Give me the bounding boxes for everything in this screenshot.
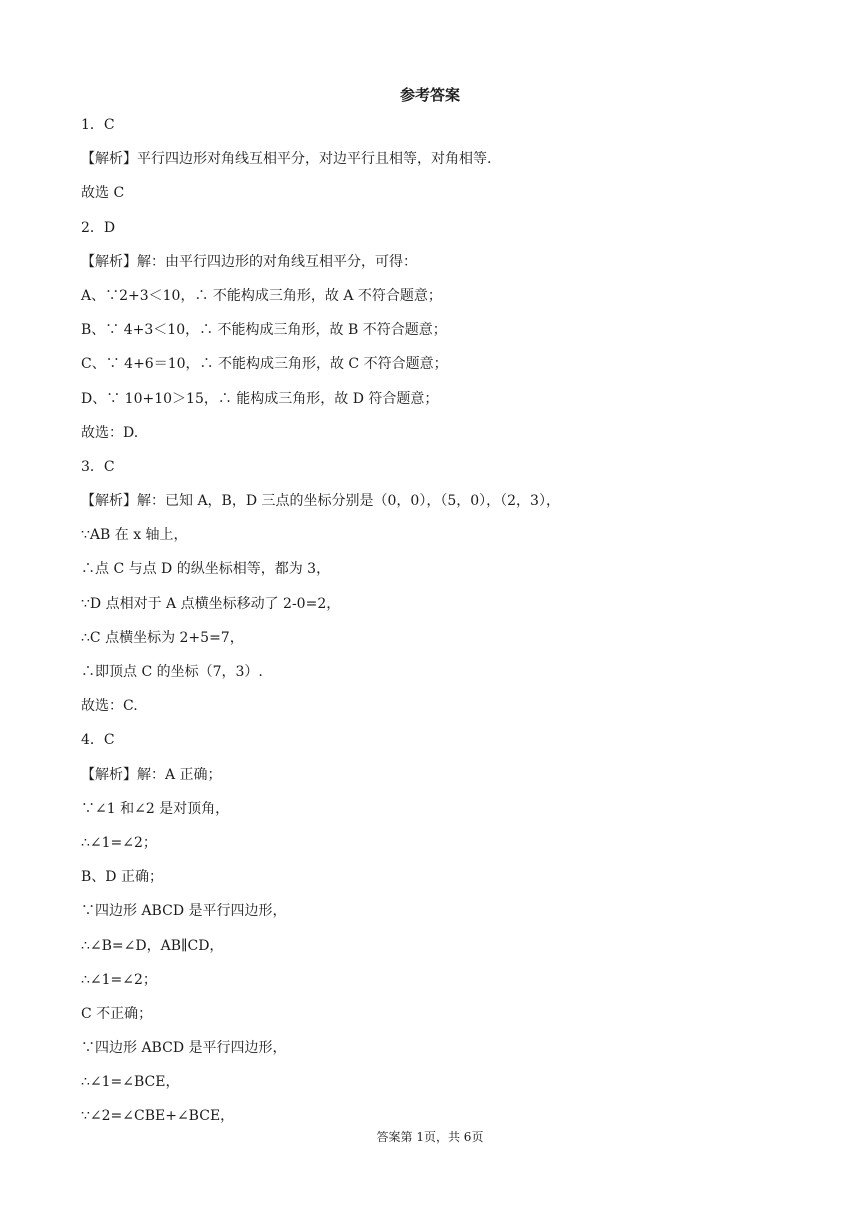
text-line: ∴C 点横坐标为 2+5=7， bbox=[81, 629, 244, 646]
answer-body bbox=[81, 108, 781, 1134]
text-line: 3．C bbox=[81, 458, 115, 475]
text-line: B、D 正确； bbox=[81, 869, 163, 886]
text-line: C、∵ 4+6＝10，∴ 不能构成三角形，故 C 不符合题意； bbox=[81, 356, 448, 373]
text-line: 【解析】解：已知 A，B，D 三点的坐标分别是（0，0），（5，0），（2，3）， bbox=[81, 493, 560, 510]
text-line: 【解析】平行四边形对角线互相平分，对边平行且相等，对角相等. bbox=[81, 151, 492, 168]
page-title: 参考答案 bbox=[399, 86, 460, 104]
text-line: 【解析】解：A 正确； bbox=[81, 766, 222, 783]
text-line: ∵四边形 ABCD 是平行四边形， bbox=[81, 1040, 287, 1057]
text-line: ∴∠B=∠D，AB∥CD， bbox=[81, 937, 224, 954]
text-line: ∵四边形 ABCD 是平行四边形， bbox=[81, 903, 287, 920]
text-line: ∴∠1=∠BCE， bbox=[81, 1074, 180, 1091]
text-line: ∵∠2=∠CBE+∠BCE， bbox=[81, 1108, 235, 1125]
text-line: C 不正确； bbox=[81, 1005, 153, 1022]
text-line: ∵AB 在 x 轴上， bbox=[81, 527, 188, 544]
text-line: ∴∠1=∠2； bbox=[81, 971, 157, 988]
page-footer: 答案第 1页，共 6页 bbox=[376, 1130, 484, 1144]
text-line: D、∵ 10+10＞15，∴ 能构成三角形，故 D 符合题意； bbox=[81, 390, 439, 407]
text-line: ∴即顶点 C 的坐标（7，3）. bbox=[81, 664, 263, 680]
text-line: ∴∠1=∠2； bbox=[81, 834, 157, 851]
text-line: 2．D bbox=[81, 219, 116, 236]
text-line: 【解析】解：由平行四边形的对角线互相平分，可得： bbox=[81, 253, 417, 270]
text-line: 1．C bbox=[81, 117, 115, 133]
text-line: 故选：D. bbox=[81, 424, 139, 441]
text-line: B、∵ 4+3＜10，∴ 不能构成三角形，故 B 不符合题意； bbox=[81, 322, 447, 339]
text-line: ∵∠1 和∠2 是对顶角， bbox=[81, 800, 230, 817]
text-line: 故选：C. bbox=[81, 698, 138, 715]
text-line: 4．C bbox=[81, 732, 115, 749]
text-line: 故选 C bbox=[81, 185, 125, 202]
text-line: ∴点 C 与点 D 的纵坐标相等，都为 3， bbox=[81, 561, 331, 578]
text-line: A、∵2+3＜10，∴ 不能构成三角形，故 A 不符合题意； bbox=[81, 287, 442, 304]
text-line: ∵D 点相对于 A 点横坐标移动了 2-0=2， bbox=[81, 595, 341, 612]
